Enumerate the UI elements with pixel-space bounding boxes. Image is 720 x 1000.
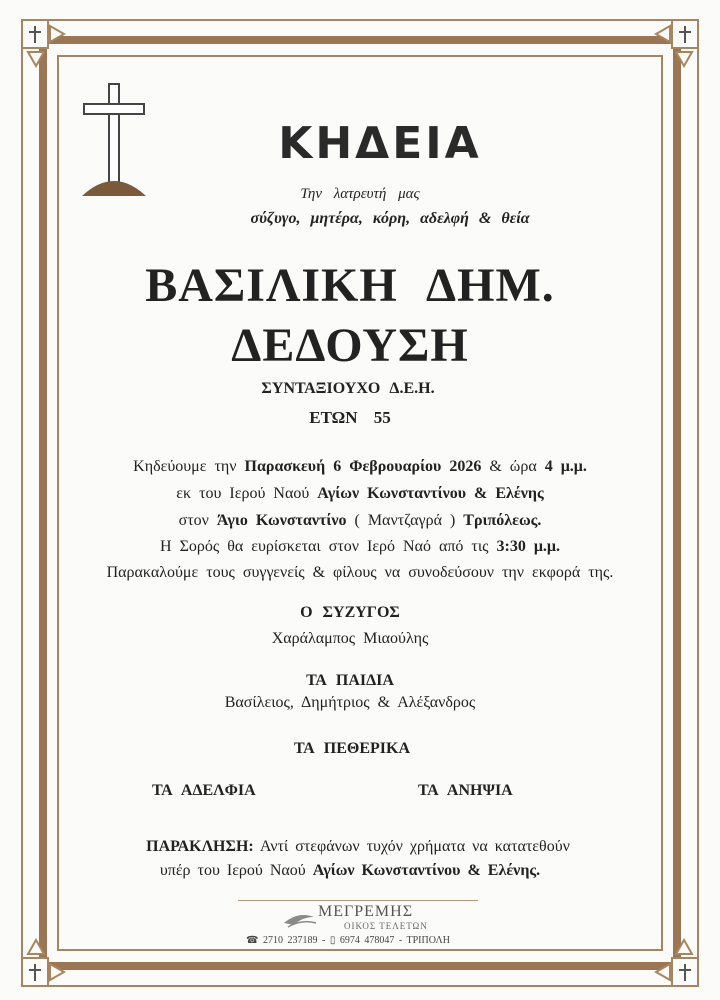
intro-line-2: σύζυγο, μητέρα, κόρη, αδελφή & θεία	[250, 210, 530, 227]
deceased-surname: ΔΕΔΟΥΣΗ	[231, 319, 469, 372]
in-laws-heading: ΤΑ ΠΕΘΕΡΙΚΑ	[293, 740, 411, 757]
intro-line-1: Την λατρευτή μας	[300, 186, 420, 202]
funeral-home-subtitle: ΟΙΚΟΣ ΤΕΛΕΤΩΝ	[344, 921, 428, 931]
deceased-first-name: ΒΑΣΙΛΙΚΗ ΔΗΜ.	[145, 259, 555, 312]
funeral-home-name: ΜΕΓΡΕΜΗΣ	[318, 903, 414, 920]
ceremony-line-1: Κηδεύουμε την Παρασκευή 6 Φεβρουαρίου 2026 & ώρα 4 μ.μ.	[133, 458, 587, 475]
children-heading: ΤΑ ΠΑΙΔΙΑ	[306, 672, 394, 689]
ceremony-line-4: Η Σορός θα ευρίσκεται στον Ιερό Ναό από τις 3:30 μ.μ.	[160, 538, 560, 555]
notice-title: ΚΗΔΕΙΑ	[278, 118, 482, 169]
deceased-age: ΕΤΩΝ 55	[309, 408, 391, 427]
spouse-name: Χαράλαμπος Μιαούλης	[271, 630, 429, 647]
footer-divider	[238, 900, 478, 901]
deceased-occupation: ΣΥΝΤΑΞΙΟΥΧΟ Δ.Ε.Η.	[261, 380, 435, 397]
ceremony-line-2: εκ του Ιερού Ναού Αγίων Κωνσταντίνου & Ελένης	[176, 485, 544, 502]
ceremony-line-5: Παρακαλούμε τους συγγενείς & φίλους να συνοδεύσουν την εκφορά της.	[106, 564, 614, 581]
contact-info: ☎ 2710 237189 - ▯ 6974 478047 - ΤΡΙΠΟΛΗ	[246, 935, 450, 946]
spouse-heading: Ο ΣΥΖΥΓΟΣ	[300, 604, 400, 621]
ceremony-line-3: στον Άγιο Κωνσταντίνο ( Μαντζαγρά ) Τριπόλεως.	[178, 512, 542, 529]
mobile-icon: ▯	[329, 935, 336, 946]
request-line-2: υπέρ του Ιερού Ναού Αγίων Κωνσταντίνου & Ελένης.	[159, 862, 541, 879]
children-names: Βασίλειος, Δημήτριος & Αλέξανδρος	[224, 694, 476, 711]
nephews-heading: ΤΑ ΑΝΗΨΙΑ	[418, 782, 513, 799]
request-line-1: ΠΑΡΑΚΛΗΣΗ: Αντί στεφάνων τυχόν χρήματα να κατατεθούν	[146, 838, 570, 855]
siblings-heading: ΤΑ ΑΔΕΛΦΙΑ	[152, 782, 256, 799]
phone-icon: ☎	[246, 935, 259, 946]
